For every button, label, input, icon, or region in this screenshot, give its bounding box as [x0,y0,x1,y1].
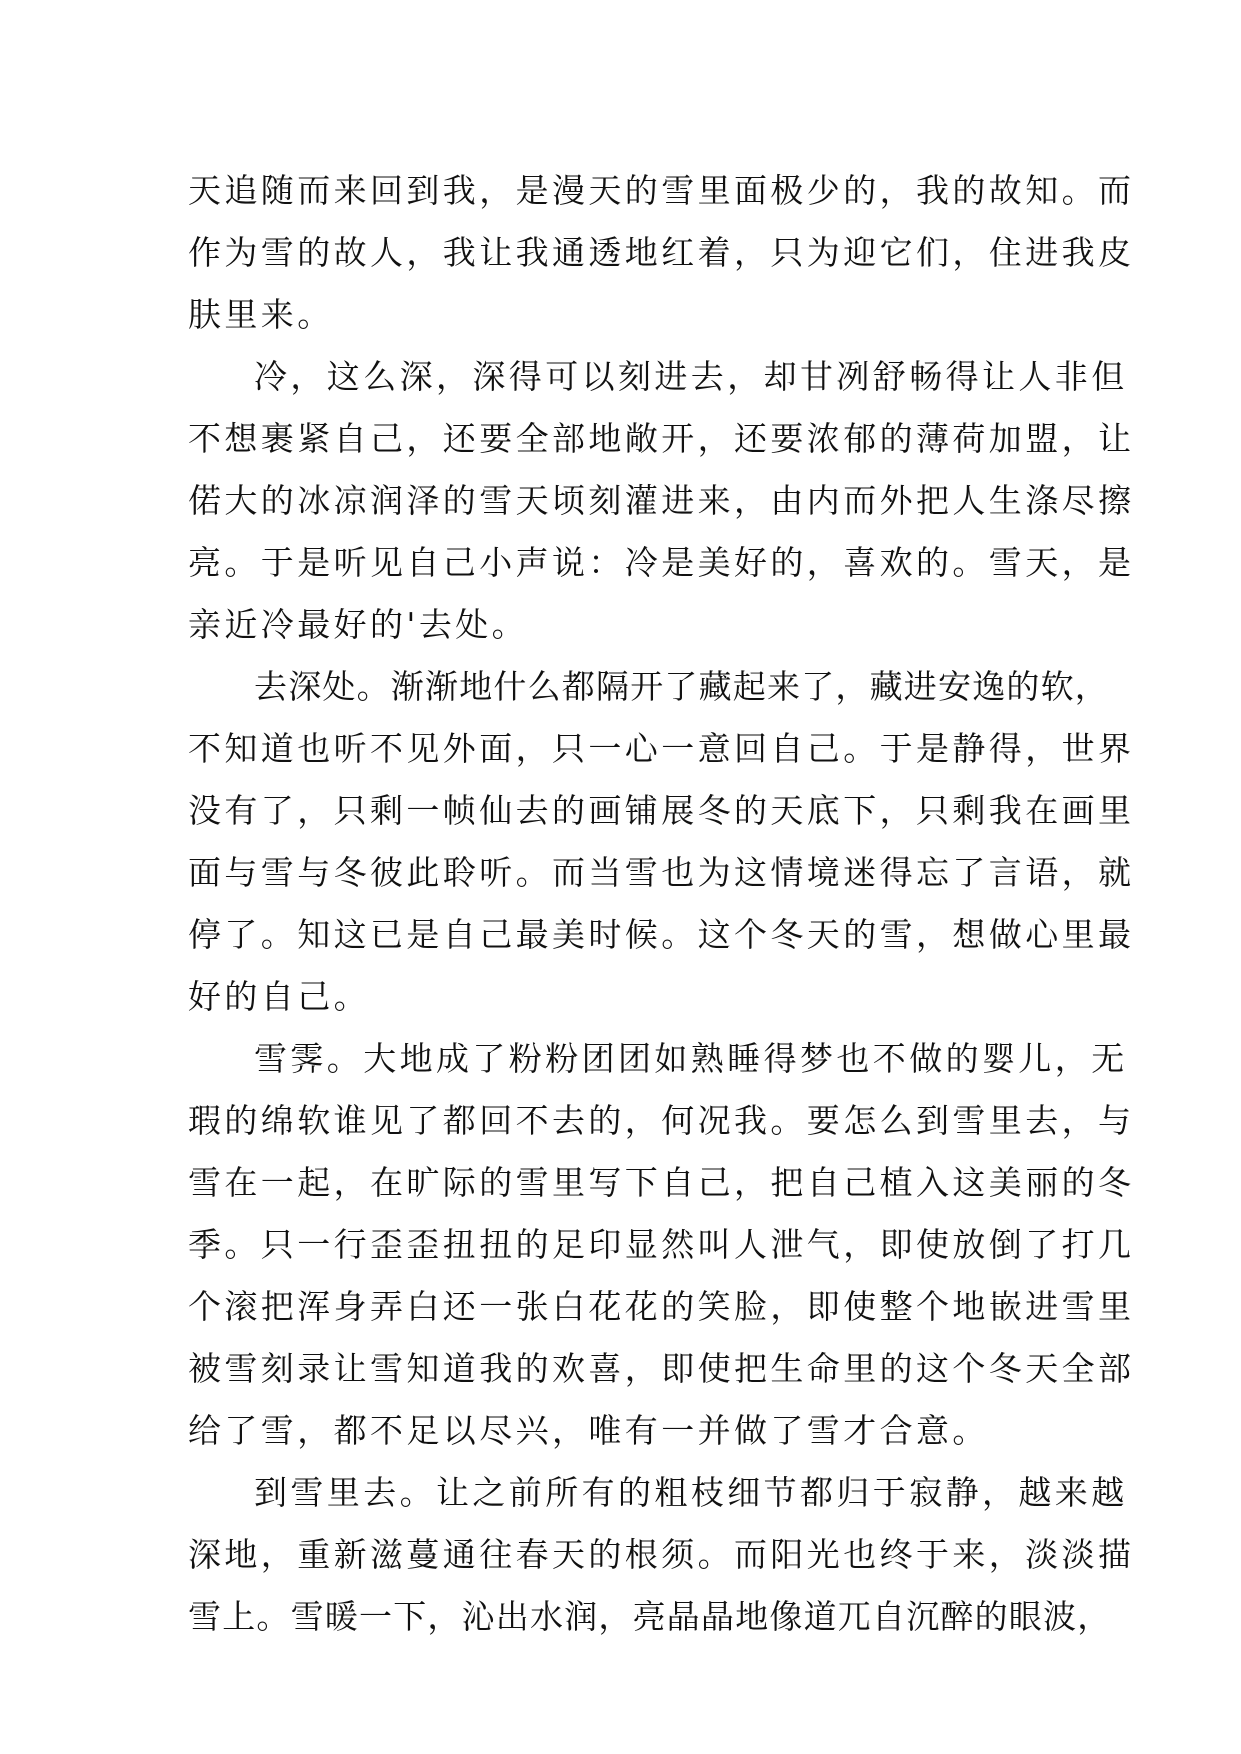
paragraph-3-line-4: 面与雪与冬彼此聆听。而当雪也为这情境迷得忘了言语，就 [188,853,1135,892]
paragraph-5-line-2: 深地，重新滋蔓通往春天的根须。而阳光也终于来，淡淡描 [188,1535,1135,1574]
paragraph-3-line-2: 不知道也听不见外面，只一心一意回自己。于是静得，世界 [188,729,1135,768]
paragraph-3-line-5: 停了。知这已是自己最美时候。这个冬天的雪，想做心里最 [188,915,1135,954]
paragraph-4-line-5: 个滚把浑身弄白还一张白花花的笑脸，即使整个地嵌进雪里 [188,1287,1135,1326]
paragraph-4-line-3: 雪在一起，在旷际的雪里写下自己，把自己植入这美丽的冬 [188,1163,1135,1202]
paragraph-3-line-6: 好的自己。 [188,977,370,1016]
paragraph-4-line-7: 给了雪，都不足以尽兴，唯有一并做了雪才合意。 [188,1411,989,1450]
paragraph-3-line-1: 去深处。渐渐地什么都隔开了藏起来了，藏进安逸的软， [254,667,1109,706]
paragraph-2-line-3: 偌大的冰凉润泽的雪天顷刻灌进来，由内而外把人生涤尽擦 [188,481,1135,520]
paragraph-4-line-4: 季。只一行歪歪扭扭的足印显然叫人泄气，即使放倒了打几 [188,1225,1135,1264]
paragraph-4-line-1: 雪霁。大地成了粉粉团团如熟睡得梦也不做的婴儿，无 [254,1039,1128,1078]
paragraph-4-line-6: 被雪刻录让雪知道我的欢喜，即使把生命里的这个冬天全部 [188,1349,1135,1388]
paragraph-1-line-3: 肤里来。 [188,295,334,334]
paragraph-3-line-3: 没有了，只剩一帧仙去的画铺展冬的天底下，只剩我在画里 [188,791,1135,830]
paragraph-2-line-2: 不想裹紧自己，还要全部地敞开，还要浓郁的薄荷加盟，让 [188,419,1135,458]
paragraph-1-line-1: 天追随而来回到我，是漫天的雪里面极少的，我的故知。而 [188,171,1135,210]
paragraph-5-line-3: 雪上。雪暖一下，沁出水润，亮晶晶地像道兀自沉醉的眼波， [188,1597,1112,1636]
paragraph-4-line-2: 瑕的绵软谁见了都回不去的，何况我。要怎么到雪里去，与 [188,1101,1135,1140]
paragraph-5-line-1: 到雪里去。让之前所有的粗枝细节都归于寂静，越来越 [254,1473,1128,1512]
document-body [188,160,1135,1648]
paragraph-2-line-5: 亲近冷最好的'去处。 [188,605,529,644]
paragraph-1-line-2: 作为雪的故人，我让我通透地红着，只为迎它们，住进我皮 [188,233,1135,272]
paragraph-2-line-4: 亮。于是听见自己小声说：冷是美好的，喜欢的。雪天，是 [188,543,1135,582]
paragraph-2-line-1: 冷，这么深，深得可以刻进去，却甘冽舒畅得让人非但 [254,357,1128,396]
